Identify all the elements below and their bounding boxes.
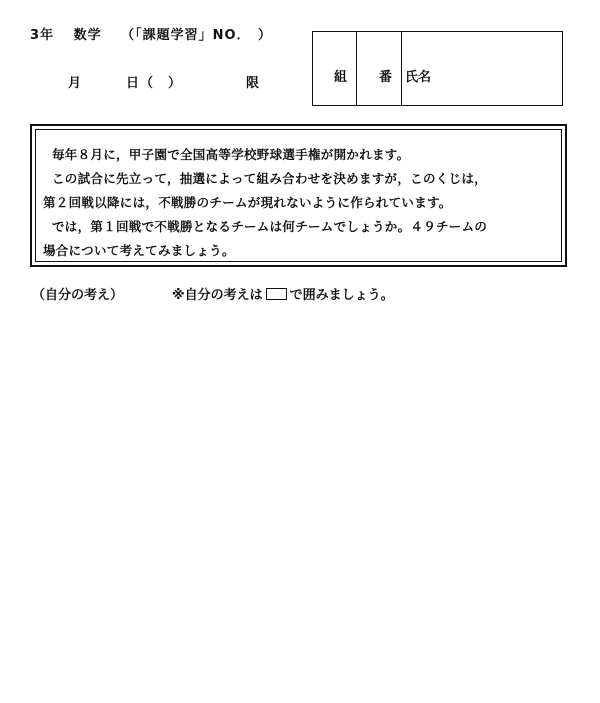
number-label: 番 <box>379 70 393 85</box>
month-label: 月 <box>68 76 83 91</box>
problem-line: 毎年８月に，甲子園で全国高等学校野球選手権が開かれます。 <box>52 147 410 162</box>
worksheet-header <box>30 24 272 43</box>
name-cell[interactable] <box>402 32 562 105</box>
name-label: 氏名 <box>405 70 432 85</box>
problem-line: この試合に先立って，抽選によって組み合わせを決めますが，このくじは， <box>52 171 487 186</box>
note-text-before: ※自分の考えは <box>172 288 263 303</box>
problem-line: では，第１回戦で不戦勝となるチームは何チームでしょうか。４９チームの <box>52 219 488 234</box>
problem-box <box>30 124 567 267</box>
answer-area[interactable] <box>30 308 570 688</box>
number-cell <box>357 32 402 105</box>
problem-line: 場合について考えてみましょう。 <box>43 243 235 258</box>
class-cell <box>313 32 357 105</box>
box-icon <box>266 288 287 300</box>
grade-label: 3年 <box>30 28 55 43</box>
period-label: 限 <box>246 76 261 91</box>
problem-inner-frame <box>35 129 562 262</box>
class-label: 組 <box>334 70 348 85</box>
problem-line: 第２回戦以降には，不戦勝のチームが現れないように作られています。 <box>43 195 452 210</box>
name-table <box>312 31 563 106</box>
subject-label: 数学 <box>73 28 102 43</box>
own-idea-label: （自分の考え） <box>32 288 124 303</box>
assignment-label: （「課題学習」NO． ） <box>121 28 273 43</box>
day-label: 日（ ） <box>126 76 183 91</box>
note-text-after: で囲みましょう。 <box>289 288 394 303</box>
instruction-note <box>172 284 394 303</box>
